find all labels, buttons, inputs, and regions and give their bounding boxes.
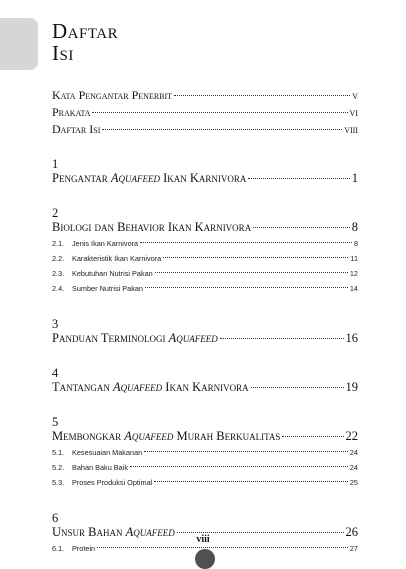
dot-leader (144, 451, 348, 452)
chapter-title-italic: Aquafeed (113, 380, 163, 394)
subsection-title (52, 463, 128, 472)
subsection-label: Proses Produksi Optimal (72, 478, 153, 487)
toc-entry-subsection[interactable] (52, 239, 358, 254)
subsection-title (52, 239, 138, 248)
chapter-title-part: Ikan Karnivora (162, 380, 249, 394)
subsection-page: 27 (349, 544, 358, 553)
subsection-page: 24 (349, 463, 358, 472)
toc-entry-subsection[interactable] (52, 478, 358, 493)
dot-leader (177, 532, 344, 533)
page-number: viii (196, 534, 210, 545)
subsection-page: 14 (349, 284, 358, 293)
toc-entry-subsection[interactable] (52, 463, 358, 478)
dot-leader (92, 112, 347, 113)
chapter-tab (0, 18, 38, 70)
toc-entry-chapter[interactable] (52, 220, 358, 237)
chapter-title (52, 429, 280, 444)
chapter-number: 4 (52, 366, 59, 380)
subsection-number: 2.3. (52, 269, 65, 278)
subsection-number: 6.1. (52, 544, 65, 553)
dot-leader (282, 436, 343, 437)
chapter-page: 26 (345, 525, 358, 539)
chapter-page: 22 (345, 429, 358, 443)
dot-leader (102, 129, 342, 130)
subsection-label: Jenis Ikan Karnivora (72, 239, 139, 248)
subsection-title (52, 269, 153, 278)
dot-leader (253, 227, 350, 228)
chapter-number: 5 (52, 415, 59, 429)
subsection-number: 5.2. (52, 463, 65, 472)
chapter-title-part: Tantangan (52, 380, 114, 394)
chapter-title-part: Panduan Terminologi (52, 331, 169, 345)
chapter-page: 8 (351, 220, 358, 234)
dot-leader (248, 178, 349, 179)
toc-entry-subsection[interactable] (52, 254, 358, 269)
subsection-page: 11 (350, 254, 358, 263)
chapter-title-part: Ikan Karnivora (159, 171, 247, 185)
chapter-page: 16 (345, 331, 358, 345)
page-title-line-1: Daftar (52, 19, 119, 43)
toc-entry-page: viii (344, 122, 358, 136)
subsection-label: Karakteristik Ikan Karnivora (72, 254, 162, 263)
chapter-title-part: Membongkar (52, 429, 125, 443)
subsection-page: 24 (349, 448, 358, 457)
dot-leader (155, 272, 348, 273)
subsection-title (52, 478, 152, 487)
chapter-title (52, 331, 218, 346)
page-title (52, 20, 118, 64)
toc-entry-subsection[interactable] (52, 269, 358, 284)
page-title-line-2: Isi (52, 41, 74, 65)
chapter-title-part: Murah Berkualitas (173, 429, 281, 443)
chapter-title (52, 380, 249, 395)
chapter-title-italic: Aquafeed (125, 525, 175, 539)
chapter-title-italic: Aquafeed (124, 429, 174, 443)
dot-leader (97, 547, 348, 548)
subsection-label: Kesesuaian Makanan (72, 448, 143, 457)
toc-entry-page: vi (349, 105, 358, 119)
subsection-number: 5.3. (52, 478, 65, 487)
chapter-title-italic: Aquafeed (110, 171, 160, 185)
chapter-page: 1 (351, 171, 358, 185)
subsection-label: Bahan Baku Baik (72, 463, 128, 472)
toc-entry-subsection[interactable] (52, 284, 358, 299)
toc-entry-subsection[interactable] (52, 448, 358, 463)
chapter-title-part: Pengantar (52, 171, 111, 185)
chapter-number: 2 (52, 206, 59, 220)
toc-entry-chapter[interactable] (52, 380, 358, 397)
subsection-number: 2.1. (52, 239, 65, 248)
chapter-page: 19 (345, 380, 358, 394)
subsection-page: 12 (349, 269, 358, 278)
subsection-title (52, 448, 142, 457)
subsection-title (52, 254, 161, 263)
toc-entry-page: v (352, 88, 358, 102)
toc-entry-chapter[interactable] (52, 171, 358, 188)
toc-entry-front-matter[interactable] (52, 88, 358, 105)
chapter-number: 6 (52, 511, 59, 525)
toc-entry-label: Kata Pengantar Penerbit (52, 88, 173, 102)
dot-leader (163, 257, 348, 258)
subsection-label: Kebutuhan Nutrisi Pakan (72, 269, 153, 278)
chapter-title-part: Unsur Bahan (52, 525, 126, 539)
subsection-number: 2.4. (52, 284, 65, 293)
dot-leader (220, 338, 344, 339)
toc-entry-front-matter[interactable] (52, 105, 358, 122)
dot-leader (140, 242, 352, 243)
toc-entry-label: Daftar Isi (52, 122, 101, 136)
subsection-page: 8 (353, 239, 358, 248)
dot-leader (174, 95, 350, 96)
toc-entry-front-matter[interactable] (52, 122, 358, 139)
chapter-number: 3 (52, 317, 59, 331)
subsection-number: 2.2. (52, 254, 65, 263)
chapter-title (52, 171, 246, 186)
dot-leader (130, 466, 348, 467)
subsection-label: Protein (72, 544, 96, 553)
chapter-title (52, 220, 251, 235)
chapter-title-italic: Aquafeed (168, 331, 218, 345)
page-marker-dot (195, 549, 215, 569)
subsection-page: 25 (349, 478, 358, 487)
dot-leader (154, 481, 348, 482)
toc-entry-chapter[interactable] (52, 429, 358, 446)
subsection-title (52, 284, 143, 293)
dot-leader (145, 287, 348, 288)
dot-leader (251, 387, 344, 388)
toc-entry-label: Prakata (52, 105, 91, 119)
chapter-title-part: Biologi dan Behavior Ikan Karnivora (52, 220, 252, 234)
chapter-number: 1 (52, 157, 59, 171)
table-of-contents (52, 88, 358, 559)
subsection-number: 5.1. (52, 448, 65, 457)
subsection-label: Sumber Nutrisi Pakan (72, 284, 143, 293)
toc-entry-chapter[interactable] (52, 331, 358, 348)
subsection-title (52, 544, 95, 553)
